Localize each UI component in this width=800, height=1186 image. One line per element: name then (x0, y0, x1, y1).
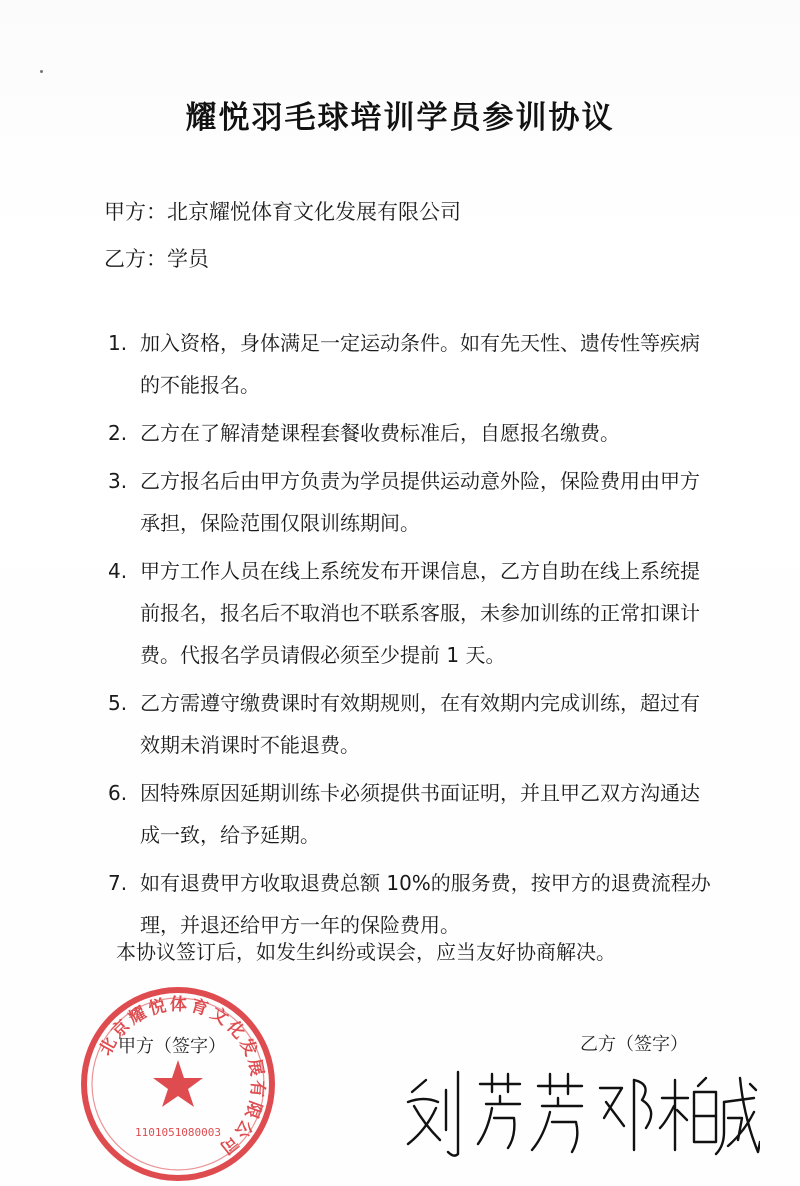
clause-item (108, 682, 718, 766)
closing-statement: 本协议签订后，如发生纠纷或误会，应当友好协商解决。 (116, 940, 616, 964)
clause-text: 甲方工作人员在线上系统发布开课信息，乙方自助在线上系统提前报名，报名后不取消也不联系客服，未参加训练的正常扣课计费。代报名学员请假必须至少提前 1 天。 (140, 559, 700, 667)
clause-number: 2. (108, 421, 128, 445)
clause-item (108, 550, 718, 676)
clause-number: 5. (108, 691, 128, 715)
clause-number: 4. (108, 559, 128, 583)
clause-number: 7. (108, 871, 128, 895)
clause-text: 如有退费甲方收取退费总额 10%的服务费，按甲方的退费流程办理，并退还给甲方一年的保险费用。 (140, 871, 711, 937)
clause-text: 乙方需遵守缴费课时有效期规则，在有效期内完成训练，超过有效期未消课时不能退费。 (140, 691, 700, 757)
party-a-signature-label: 甲方（签字） (118, 1036, 226, 1057)
document-title: 耀悦羽毛球培训学员参训协议 (185, 100, 615, 136)
clause-item (108, 862, 718, 946)
clause-text: 乙方在了解清楚课程套餐收费标准后，自愿报名缴费。 (140, 421, 620, 445)
svg-text:1101051080003: 1101051080003 (134, 1126, 222, 1139)
clause-text: 因特殊原因延期训练卡必须提供书面证明，并且甲乙双方沟通达成一致，给予延期。 (140, 781, 700, 847)
party-b-line: 乙方：学员 (104, 247, 209, 271)
svg-text:北京耀悦体育文化发展有限公司: 北京耀悦体育文化发展有限公司 (95, 994, 268, 1160)
clause-item (108, 772, 718, 856)
clause-text: 乙方报名后由甲方负责为学员提供运动意外险，保险费用由甲方承担，保险范围仅限训练期间。 (140, 469, 700, 535)
clause-item (108, 322, 718, 406)
speck (40, 70, 43, 73)
clause-number: 6. (108, 781, 128, 805)
party-b-signature-label: 乙方（签字） (580, 1034, 688, 1055)
clause-number: 3. (108, 469, 128, 493)
company-seal-icon (78, 984, 278, 1184)
clause-number: 1. (108, 331, 128, 355)
clause-item (108, 460, 718, 544)
handwritten-signature-icon (400, 1062, 760, 1162)
clause-item (108, 412, 718, 454)
clause-list (108, 322, 718, 952)
party-a-line: 甲方：北京耀悦体育文化发展有限公司 (104, 200, 461, 224)
clause-text: 加入资格，身体满足一定运动条件。如有先天性、遗传性等疾病的不能报名。 (140, 331, 700, 397)
